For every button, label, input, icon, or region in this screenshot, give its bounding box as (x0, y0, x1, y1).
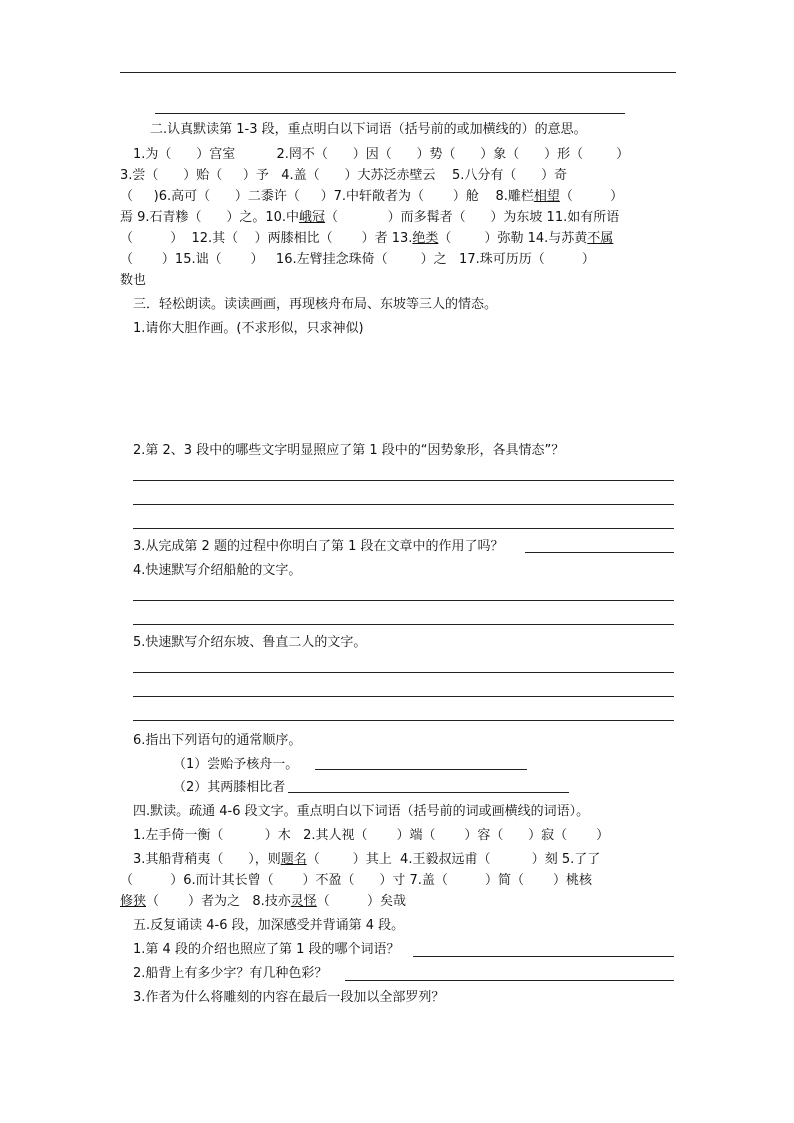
answer-line (133, 696, 674, 697)
vocab4-line-4: 修狭（ ）者为之 8.技亦灵怪（ ）矣哉 (120, 894, 406, 909)
question-3-2: 2.第 2、3 段中的哪些文字明显照应了第 1 段中的“因势象形，各具情态”？ (133, 443, 565, 458)
header-rule (120, 72, 676, 73)
vocab-line-2: 3.尝（ ）贻（ ）予 4.盖（ ）大苏泛赤壁云 5.八分有（ ）奇 (120, 168, 568, 183)
vocab-line-3: （ )6.高可（ ）二黍许（ ）7.中轩敞者为（ ）舱 8.雕栏相望（ ） (120, 189, 624, 204)
vocab-line-7: 数也 (120, 273, 147, 288)
answer-line (525, 552, 674, 553)
answer-line (133, 720, 674, 721)
vocab-line-4: 焉 9.石青糁（ ）之。10.中峨冠（ ）而多髯者（ ）为东坡 11.如有所语 (120, 210, 620, 225)
vocab-line-1: 1.为（ ）宫室 2.罔不（ ）因（ ）势（ ）象（ ）形（ ） (133, 147, 630, 162)
question-5-1: 1.第 4 段的介绍也照应了第 1 段的哪个词语？ (133, 942, 400, 957)
question-3-6-b: （2）其两膝相比者 (173, 780, 286, 795)
question-5-3: 3.作者为什么将雕刻的内容在最后一段加以全部罗列？ (133, 990, 445, 1005)
section2-heading: 二.认真默读第 1-3 段，重点明白以下词语（括号前的或加横线的）的意思。 (150, 122, 587, 137)
vocab-line-6: （ ）15.诎（ ） 16.左臂挂念珠倚（ ）之 17.珠可历历（ ） (120, 252, 595, 267)
question-3-6: 6.指出下列语句的通常顺序。 (133, 733, 302, 748)
section4-heading: 四.默读。疏通 4-6 段文字。重点明白以下词语（括号前的词或画横线的词语）。 (133, 804, 590, 819)
question-3-4: 4.快速默写介绍船舱的文字。 (133, 563, 302, 578)
vocab4-line-2: 3.其船背稍夷（ ），则题名（ ）其上 4.王毅叔远甫（ ）刻 5.了了 (133, 852, 601, 867)
answer-line (133, 528, 674, 529)
vocab4-line-1: 1.左手倚一衡（ ）木 2.其人视（ ）端（ ）容（ ）寂（ ） (133, 828, 610, 843)
answer-line (133, 480, 674, 481)
section3-heading: 三．轻松朗读。读读画画，再现核舟布局、东坡等三人的情态。 (133, 297, 498, 312)
question-3-5: 5.快速默写介绍东坡、鲁直二人的文字。 (133, 635, 367, 650)
answer-line (288, 792, 569, 793)
question-3-3: 3.从完成第 2 题的过程中你明白了第 1 段在文章中的作用了吗？ (133, 539, 504, 554)
answer-line (133, 672, 674, 673)
question-5-2: 2.船背上有多少字？有几种色彩？ (133, 966, 328, 981)
answer-line (133, 504, 674, 505)
section5-heading: 五.反复诵读 4-6 段，加深感受并背诵第 4 段。 (133, 918, 405, 933)
answer-line (315, 769, 527, 770)
answer-line (345, 980, 674, 981)
vocab4-line-3: （ ）6.而计其长曾（ ）不盈（ ）寸 7.盖（ ）简（ ）桃核 (120, 873, 592, 888)
answer-line (155, 113, 625, 114)
answer-line (133, 600, 674, 601)
answer-line (413, 956, 674, 957)
question-3-6-a: （1）尝贻予核舟一。 (173, 757, 299, 772)
vocab-line-5: （ ） 12.其（ ）两膝相比（ ）者 13.绝类（ ）弥勒 14.与苏黄不属 (120, 231, 614, 246)
answer-line (133, 624, 674, 625)
question-3-1: 1.请你大胆作画。(不求形似，只求神似) (133, 321, 364, 336)
